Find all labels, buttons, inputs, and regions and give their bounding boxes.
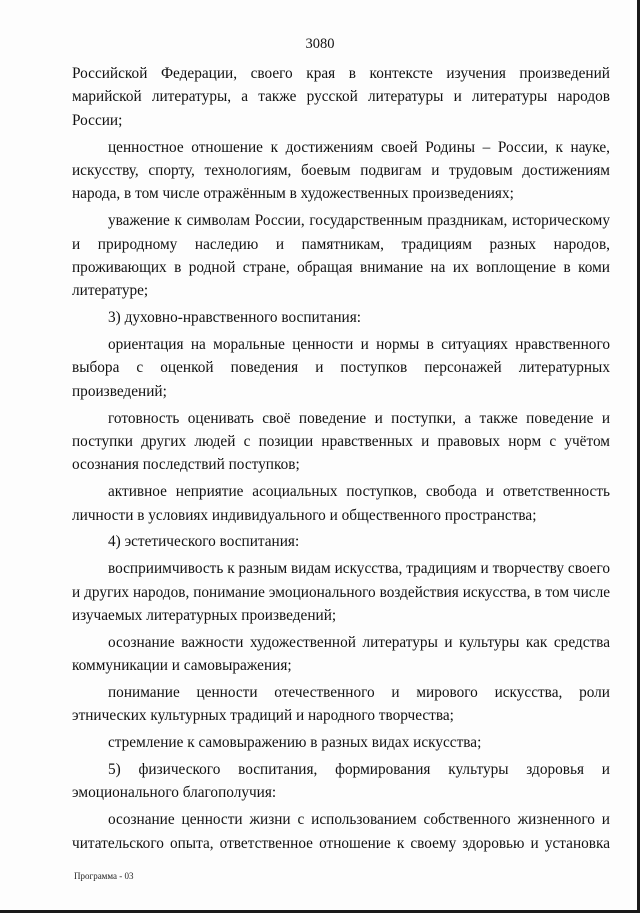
paragraph-self-expression: стремление к самовыражению в разных видах искусства;	[108, 734, 482, 752]
paragraph-life-value: осознание ценности жизни с использованием собственного жизненного и читательского опыта, ответственное отношение к своему здоровью и установка	[72, 811, 610, 852]
paragraph-readiness: готовность оценивать своё поведение и поступки, а также поведение и поступки других людей с позиции нравственных и правовых норм с учётом осознания последствий поступков;	[72, 409, 610, 474]
paragraph-value-homeland: ценностное отношение к достижениям своей Родины – России, к науке, искусству, спорту, технологиям, боевым подвигам и трудовым достижениям народа, в том числе отражённым в художественных произведениях;	[72, 138, 610, 203]
paragraph-continuation: Российской Федерации, своего края в контексте изучения произведений марийской литературы, а также русской литературы и литературы народов России;	[72, 65, 610, 129]
page-number: 3080	[305, 36, 335, 52]
paragraph-moral-values: ориентация на моральные ценности и нормы в ситуациях нравственного выбора с оценкой поведения и поступков персонажей литературных произведений;	[72, 336, 610, 400]
paragraph-literature-importance: осознание важности художественной литературы и культуры как средства коммуникации и самовыражения;	[72, 633, 610, 675]
paragraph-receptivity: восприимчивость к разным видам искусства, традициям и творчеству своего и других народов, понимание эмоционального воздействия искусства, в том числе изучаемых литературных произведений;	[72, 560, 610, 625]
paragraph-rejection-asocial: активное неприятие асоциальных поступков, свобода и ответственность личности в условиях индивидуального и общественного пространства;	[72, 483, 610, 524]
paragraph-respect-symbols: уважение к символам России, государственным праздникам, историческому и природному наследию и памятникам, традициям разных народов, проживающих в родной стране, обращая внимание на их воплощение в коми литературе;	[72, 212, 610, 300]
section-heading-physical: 5) физического воспитания, формирования культуры здоровья и эмоционального благополучия:	[72, 761, 610, 802]
section-heading-aesthetic: 4) эстетического воспитания:	[108, 533, 300, 551]
body-text	[72, 62, 610, 858]
section-heading-spiritual: 3) духовно-нравственного воспитания:	[108, 309, 362, 327]
paragraph-art-value: понимание ценности отечественного и мирового искусства, роли этнических культурных традиций и народного творчества;	[72, 684, 610, 725]
footer-label: Программа - 03	[74, 871, 134, 881]
